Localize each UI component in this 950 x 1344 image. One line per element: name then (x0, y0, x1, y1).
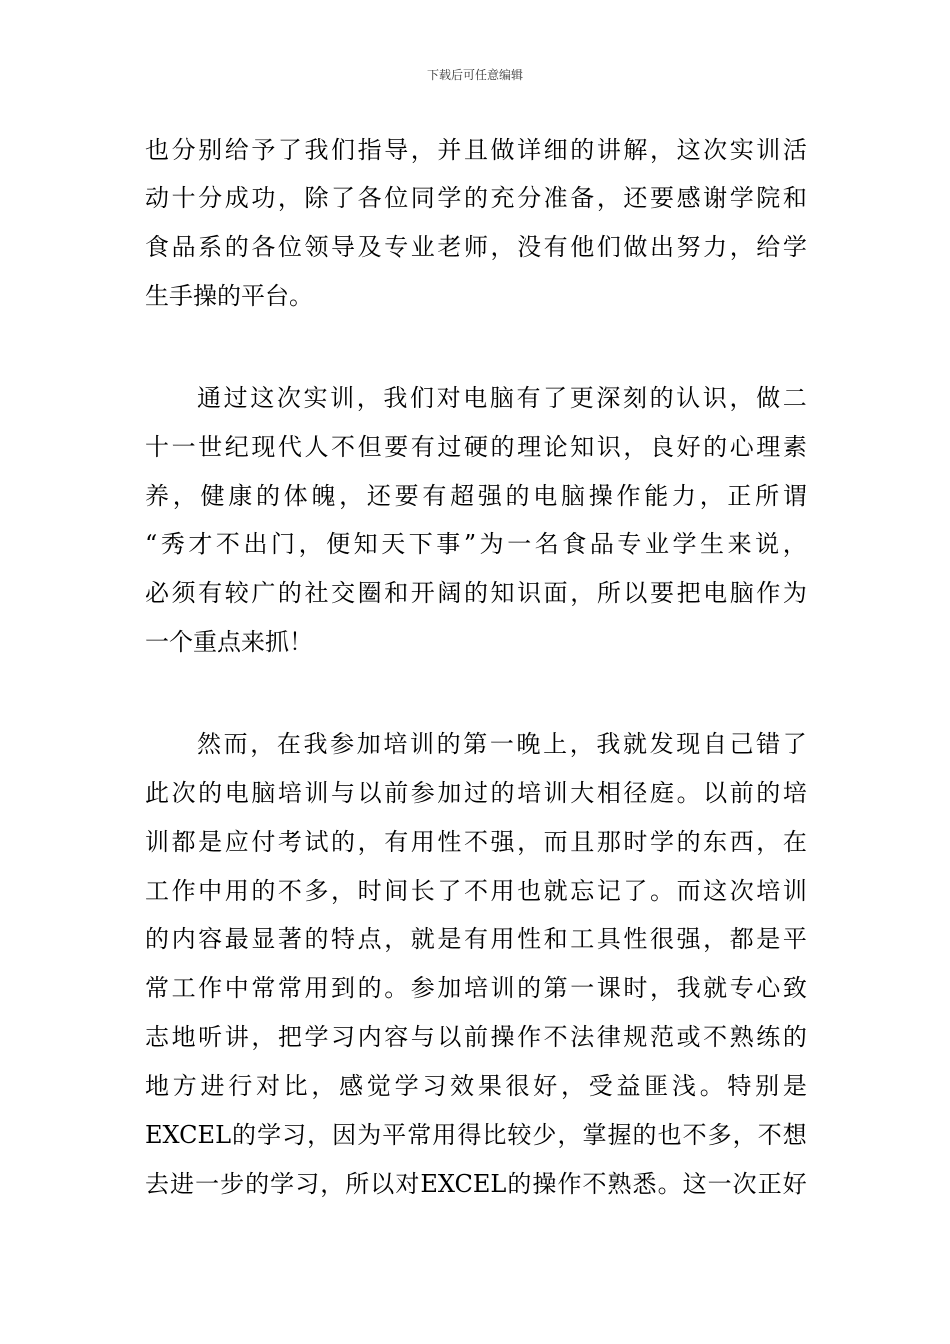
text-line: 地 方 进 行 对 比 ， 感 觉 学 习 效 果 很 好 ， 受 益 匪 浅 。 特 别 是 (145, 1072, 807, 1100)
text-line: 常 工 作 中 常 常 用 到 的 。 参 加 培 训 的 第 一 课 时 ， 我 就 专 心 致 (145, 974, 807, 1002)
text-line: 去 进 一 步 的 学 习 ， 所 以 对 EXCEL 的 操 作 不 熟 悉 。 这 一 次 正 好 (145, 1170, 807, 1198)
page-header: 下载后可任意编辑 (426, 68, 523, 82)
text-line-first: 然 而 ， 在 我 参 加 培 训 的 第 一 晚 上 ， 我 就 发 现 自 己 错 了 (197, 730, 807, 758)
text-line: 必 须 有 较 广 的 社 交 圈 和 开 阔 的 知 识 面 ， 所 以 要 把 电 脑 作 为 (145, 579, 807, 607)
text-line-first: 通 过 这 次 实 训 ， 我 们 对 电 脑 有 了 更 深 刻 的 认 识 ， 做 二 (197, 384, 807, 412)
text-line: 训 都 是 应 付 考 试 的 ， 有 用 性 不 强 ， 而 且 那 时 学 的 东 西 ， 在 (145, 828, 807, 856)
text-line: 十 一 世 纪 现 代 人 不 但 要 有 过 硬 的 理 论 知 识 ， 良 好 的 心 理 素 (145, 433, 807, 461)
text-line: EXCEL 的 学 习 ， 因 为 平 常 用 得 比 较 少 ， 掌 握 的 也 不 多 ， 不 想 (145, 1121, 807, 1149)
text-line: 志 地 听 讲 ， 把 学 习 内 容 与 以 前 操 作 不 法 律 规 范 或 不 熟 练 的 (145, 1023, 807, 1051)
text-line: 此 次 的 电 脑 培 训 与 以 前 参 加 过 的 培 训 大 相 径 庭 。 以 前 的 培 (145, 779, 807, 807)
text-line: 生手操的平台。 (145, 282, 313, 310)
text-line: 的 内 容 最 显 著 的 特 点 ， 就 是 有 用 性 和 工 具 性 很 强 ， 都 是 平 (145, 925, 807, 953)
text-line: 动 十 分 成 功 ， 除 了 各 位 同 学 的 充 分 准 备 ， 还 要 感 谢 学 院 和 (145, 184, 807, 212)
text-line: 一个重点来抓！ (145, 628, 313, 656)
text-line: “ 秀 才 不 出 门 ， 便 知 天 下 事 ” 为 一 名 食 品 专 业 学 生 来 说 ， (145, 530, 807, 558)
text-line: 也 分 别 给 予 了 我 们 指 导 ， 并 且 做 详 细 的 讲 解 ， 这 次 实 训 活 (145, 136, 807, 164)
text-line: 工 作 中 用 的 不 多 ， 时 间 长 了 不 用 也 就 忘 记 了 。 而 这 次 培 训 (145, 877, 807, 905)
text-line: 食 品 系 的 各 位 领 导 及 专 业 老 师 ， 没 有 他 们 做 出 努 力 ， 给 学 (145, 233, 807, 261)
text-line: 养 ， 健 康 的 体 魄 ， 还 要 有 超 强 的 电 脑 操 作 能 力 ， 正 所 谓 (145, 482, 807, 510)
